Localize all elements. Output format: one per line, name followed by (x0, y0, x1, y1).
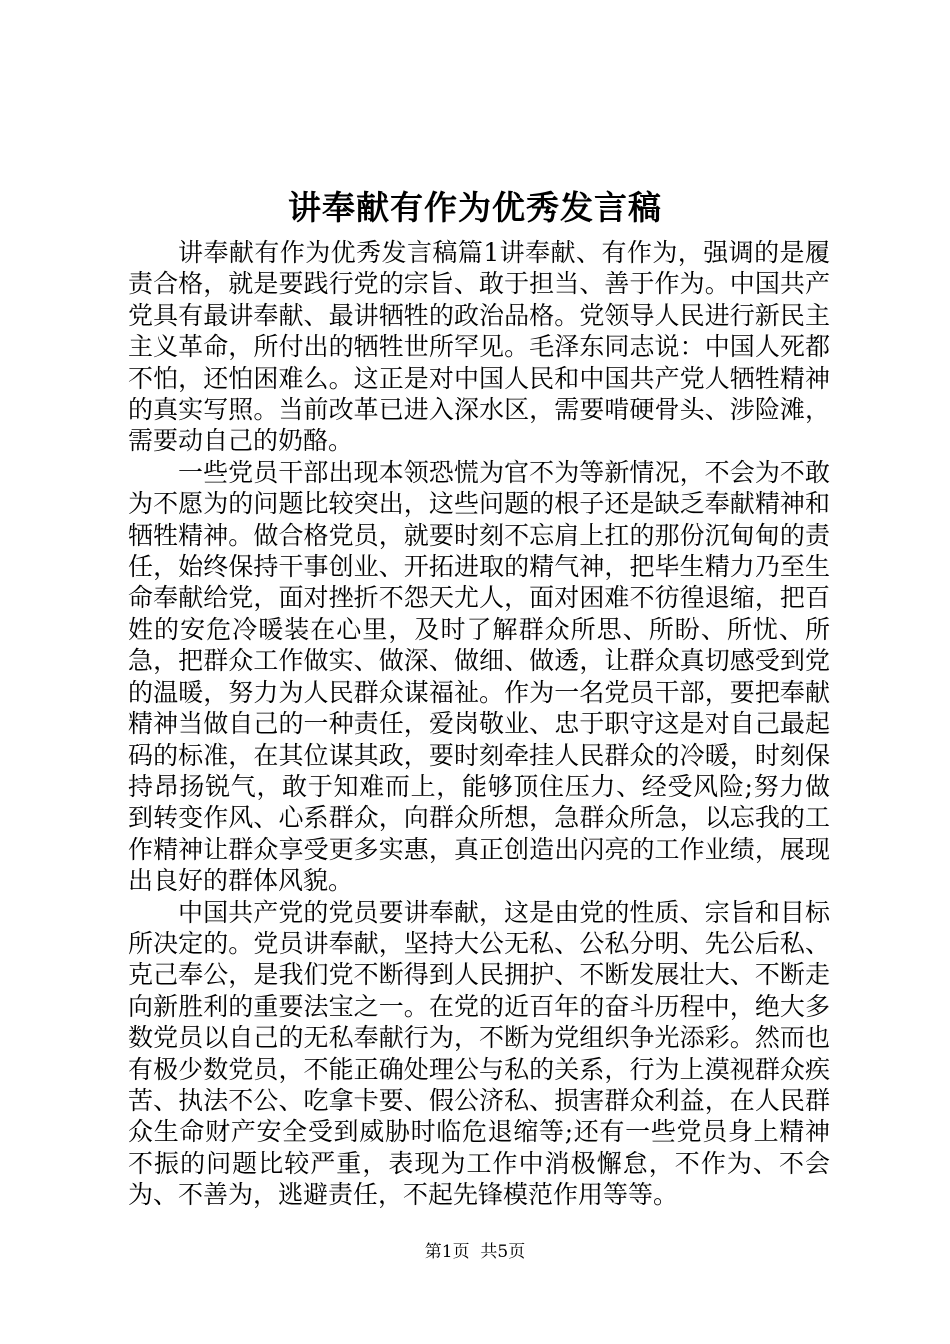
footer-spacer (470, 1242, 481, 1262)
page-footer (0, 1240, 950, 1264)
document-body (128, 237, 830, 1211)
paragraph-3: 中国共产党的党员要讲奉献，这是由党的性质、宗旨和目标所决定的。党员讲奉献，坚持大公无私、公私分明、先公后私、克己奉公，是我们党不断得到人民拥护、不断发展壮大、不断走向新胜利的重要法宝之一。在党的近百年的奋斗历程中，绝大多数党员以自己的无私奉献行为，不断为党组织争光添彩。然而也有极少数党员，不能正确处理公与私的关系，行为上漠视群众疾苦、执法不公、吃拿卡要、假公济私、损害群众利益，在人民群众生命财产安全受到威胁时临危退缩等;还有一些党员身上精神不振的问题比较严重，表现为工作中消极懈怠，不作为、不会为、不善为，逃避责任，不起先锋模范作用等等。 (128, 897, 830, 1210)
paragraph-1: 讲奉献有作为优秀发言稿篇1讲奉献、有作为，强调的是履责合格，就是要践行党的宗旨、敢于担当、善于作为。中国共产党具有最讲奉献、最讲牺牲的政治品格。党领导人民进行新民主主义革命，所付出的牺牲世所罕见。毛泽东同志说：中国人死都不怕，还怕困难么。这正是对中国人民和中国共产党人牺牲精神的真实写照。当前改革已进入深水区，需要啃硬骨头、涉险滩，需要动自己的奶酪。 (128, 238, 830, 456)
page-total: 共5页 (480, 1242, 526, 1262)
document-title: 讲奉献有作为优秀发言稿 (288, 188, 662, 227)
paragraph-2: 一些党员干部出现本领恐慌为官不为等新情况，不会为不敢为不愿为的问题比较突出，这些问题的根子还是缺乏奉献精神和牺牲精神。做合格党员，就要时刻不忘肩上扛的那份沉甸甸的责任，始终保持干事创业、开拓进取的精气神，把毕生精力乃至生命奉献给党，面对挫折不怨天尤人，面对困难不彷徨退缩，把百姓的安危冷暖装在心里，及时了解群众所思、所盼、所忧、所急，把群众工作做实、做深、做细、做透，让群众真切感受到党的温暖，努力为人民群众谋福祉。作为一名党员干部，要把奉献精神当做自己的一种责任，爱岗敬业、忠于职守这是对自己最起码的标准，在其位谋其政，要时刻牵挂人民群众的冷暖，时刻保持昂扬锐气，敢于知难而上，能够顶住压力、经受风险;努力做到转变作风、心系群众，向群众所想，急群众所急，以忘我的工作精神让群众享受更多实惠，真正创造出闪亮的工作业绩，展现出良好的群体风貌。 (128, 457, 830, 896)
page-number: 第1页 (424, 1242, 470, 1262)
